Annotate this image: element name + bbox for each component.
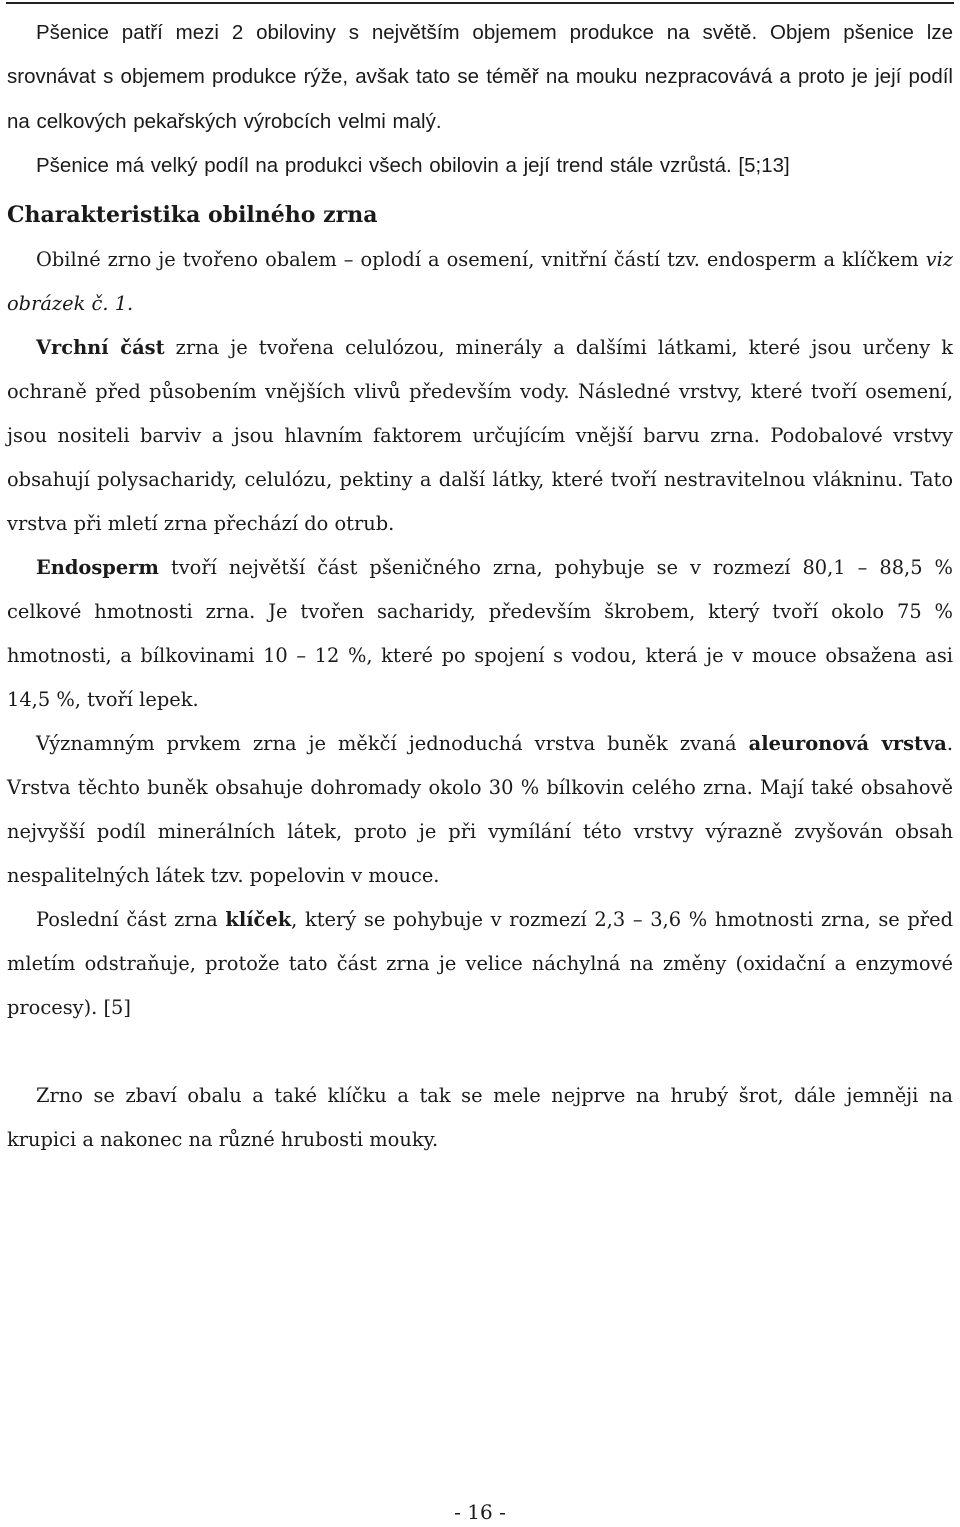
paragraph-zrno bbox=[7, 238, 953, 326]
paragraph-aleuronova bbox=[7, 722, 953, 898]
term-vrchni-cast: Vrchní část bbox=[36, 336, 165, 360]
paragraph-gap bbox=[7, 1030, 953, 1074]
paragraph-klicek-text-1: Poslední část zrna bbox=[36, 908, 226, 932]
paragraph-endosperm bbox=[7, 546, 953, 722]
top-rule bbox=[6, 2, 954, 4]
paragraph-zrno-text: Obilné zrno je tvořeno obalem – oplodí a osemení, vnitřní částí tzv. endosperm a klíčkem bbox=[36, 248, 926, 272]
paragraph-klicek bbox=[7, 898, 953, 1030]
paragraph-vrchni-cast bbox=[7, 326, 953, 546]
paragraph-endosperm-text: tvoří největší část pšeničného zrna, pohybuje se v rozmezí 80,1 – 88,5 % celkové hmotnosti zrna. Je tvořen sacharidy, především škrobem, který tvoří okolo 75 % hmotnosti, a bílkovinami 10 – 12 %, které po spojení s vodou, která je v mouce obsažena asi 14,5 %, tvoří lepek. bbox=[7, 556, 953, 712]
term-aleuronova-vrstva: aleuronová vrstva bbox=[748, 732, 947, 756]
intro-paragraph-2: Pšenice má velký podíl na produkci všech obilovin a její trend stále vzrůstá. [5;13] bbox=[36, 153, 790, 177]
paragraph-mleti: Zrno se zbaví obalu a také klíčku a tak se mele nejprve na hrubý šrot, dále jemněji na krupici a nakonec na různé hrubosti mouky. bbox=[7, 1084, 953, 1152]
section-heading: Charakteristika obilného zrna bbox=[7, 202, 378, 229]
paragraph-aleuronova-text-2: . Vrstva těchto buněk obsahuje dohromady okolo 30 % bílkovin celého zrna. Mají také obsahově nejvyšší podíl minerálních látek, proto je při vymílání této vrstvy výrazně zvyšován obsah nespalitelných látek tzv. popelovin v mouce. bbox=[7, 732, 953, 888]
term-endosperm: Endosperm bbox=[36, 556, 159, 580]
paragraph-aleuronova-text-1: Významným prvkem zrna je měkčí jednoduchá vrstva buněk zvaná bbox=[36, 732, 749, 756]
paragraph-vrchni-text: zrna je tvořena celulózou, minerály a dalšími látkami, které jsou určeny k ochraně před působením vnějších vlivů především vody. Následné vrstvy, které tvoří osemení, jsou nositeli barviv a jsou hlavním faktorem určujícím vnější barvu zrna. Podobalové vrstvy obsahují polysacharidy, celulózu, pektiny a další látky, které tvoří nestravitelnou vlákninu. Tato vrstva při mletí zrna přechází do otrub. bbox=[7, 336, 954, 536]
figure-reference: viz obrázek č. 1. bbox=[7, 248, 953, 316]
paragraph-klicek-text-2: , který se pohybuje v rozmezí 2,3 – 3,6 % hmotnosti zrna, se před mletím odstraňuje, protože tato část zrna je velice náchylná na změny (oxidační a enzymové procesy). [5] bbox=[7, 908, 953, 1020]
term-klicek: klíček bbox=[225, 908, 292, 932]
page-number: - 16 - bbox=[454, 1500, 506, 1524]
intro-paragraph-1: Pšenice patří mezi 2 obiloviny s největším objemem produkce na světě. Objem pšenice lze srovnávat s objemem produkce rýže, avšak tato se téměř na mouku nezpracovává a proto je její podíl na celkových pekařských výrobcích velmi malý. bbox=[7, 21, 953, 133]
page-content bbox=[7, 11, 953, 1162]
